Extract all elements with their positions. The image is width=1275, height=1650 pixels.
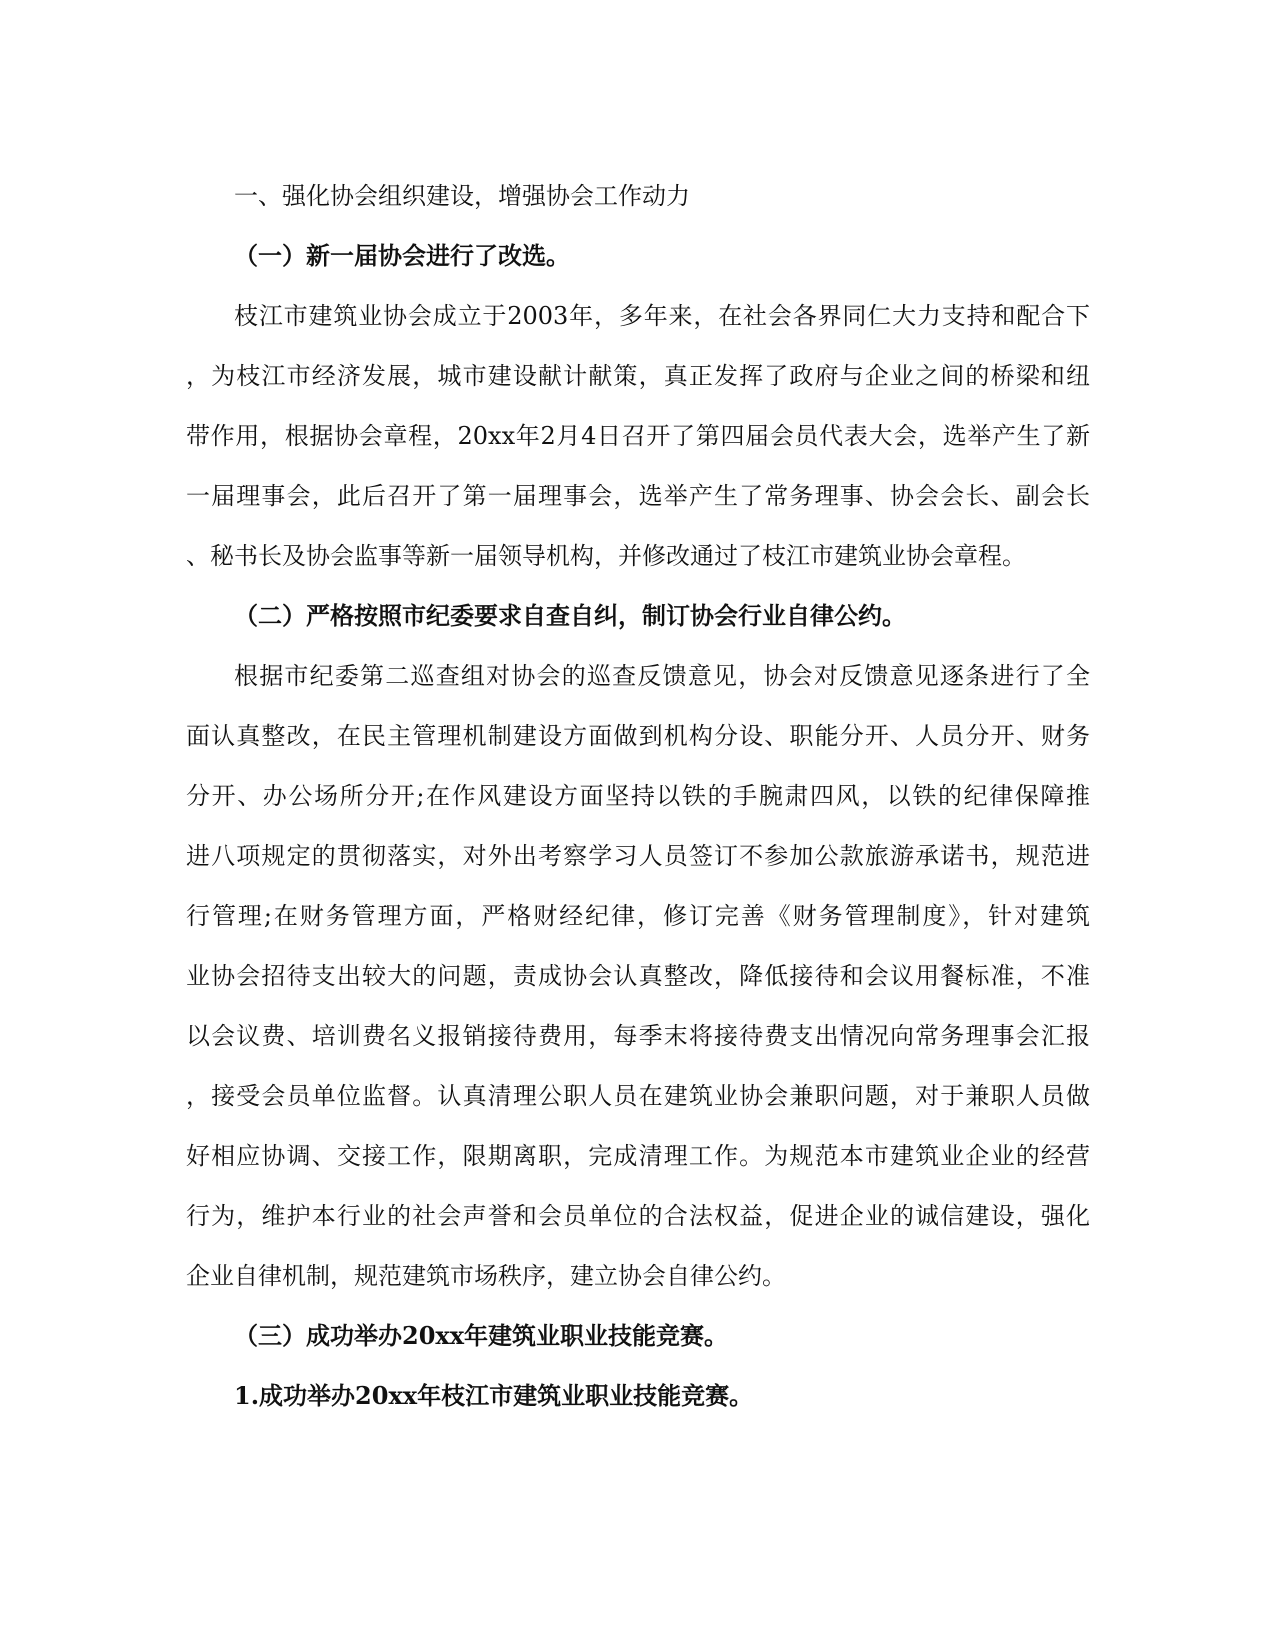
list-item-1: 1.成功举办20xx年枝江市建筑业职业技能竞赛。	[234, 1381, 754, 1410]
paragraph-line: 以会议费、培训费名义报销接待费用，每季末将接待费支出情况向常务理事会汇报	[186, 1022, 1090, 1050]
paragraph-line: 行管理;在财务管理方面，严格财经纪律，修订完善《财务管理制度》，针对建筑	[186, 902, 1090, 930]
paragraph-line: 进八项规定的贯彻落实，对外出考察学习人员签订不参加公款旅游承诺书，规范进	[186, 842, 1090, 870]
paragraph-line: 面认真整改，在民主管理机制建设方面做到机构分设、职能分开、人员分开、财务	[186, 722, 1090, 750]
paragraph-line: 好相应协调、交接工作，限期离职，完成清理工作。为规范本市建筑业企业的经营	[186, 1142, 1090, 1170]
subsection-title-1: （一）新一届协会进行了改选。	[234, 241, 570, 270]
document-page	[186, 166, 1090, 1426]
paragraph-line: 企业自律机制，规范建筑市场秩序，建立协会自律公约。	[186, 1262, 786, 1290]
paragraph-line: 分开、办公场所分开;在作风建设方面坚持以铁的手腕肃四风，以铁的纪律保障推	[186, 782, 1090, 810]
paragraph-line: 一届理事会，此后召开了第一届理事会，选举产生了常务理事、协会会长、副会长	[186, 482, 1090, 510]
paragraph-line: 带作用，根据协会章程，20xx年2月4日召开了第四届会员代表大会，选举产生了新	[186, 422, 1090, 450]
paragraph-line: ，为枝江市经济发展，城市建设献计献策，真正发挥了政府与企业之间的桥梁和纽	[186, 362, 1090, 390]
paragraph-line: 行为，维护本行业的社会声誉和会员单位的合法权益，促进企业的诚信建设，强化	[186, 1202, 1090, 1230]
paragraph-line: 枝江市建筑业协会成立于2003年，多年来，在社会各界同仁大力支持和配合下	[234, 302, 1090, 330]
subsection-title-2: （二）严格按照市纪委要求自查自纠，制订协会行业自律公约。	[234, 601, 906, 630]
subsection-title-3: （三）成功举办20xx年建筑业职业技能竞赛。	[234, 1321, 729, 1350]
paragraph-line: ，接受会员单位监督。认真清理公职人员在建筑业协会兼职问题，对于兼职人员做	[186, 1082, 1090, 1110]
paragraph-line: 业协会招待支出较大的问题，责成协会认真整改，降低接待和会议用餐标准，不准	[186, 962, 1090, 990]
paragraph-line: 根据市纪委第二巡查组对协会的巡查反馈意见，协会对反馈意见逐条进行了全	[234, 662, 1090, 690]
paragraph-line: 、秘书长及协会监事等新一届领导机构，并修改通过了枝江市建筑业协会章程。	[186, 542, 1026, 570]
section-heading: 一、强化协会组织建设，增强协会工作动力	[234, 182, 690, 210]
